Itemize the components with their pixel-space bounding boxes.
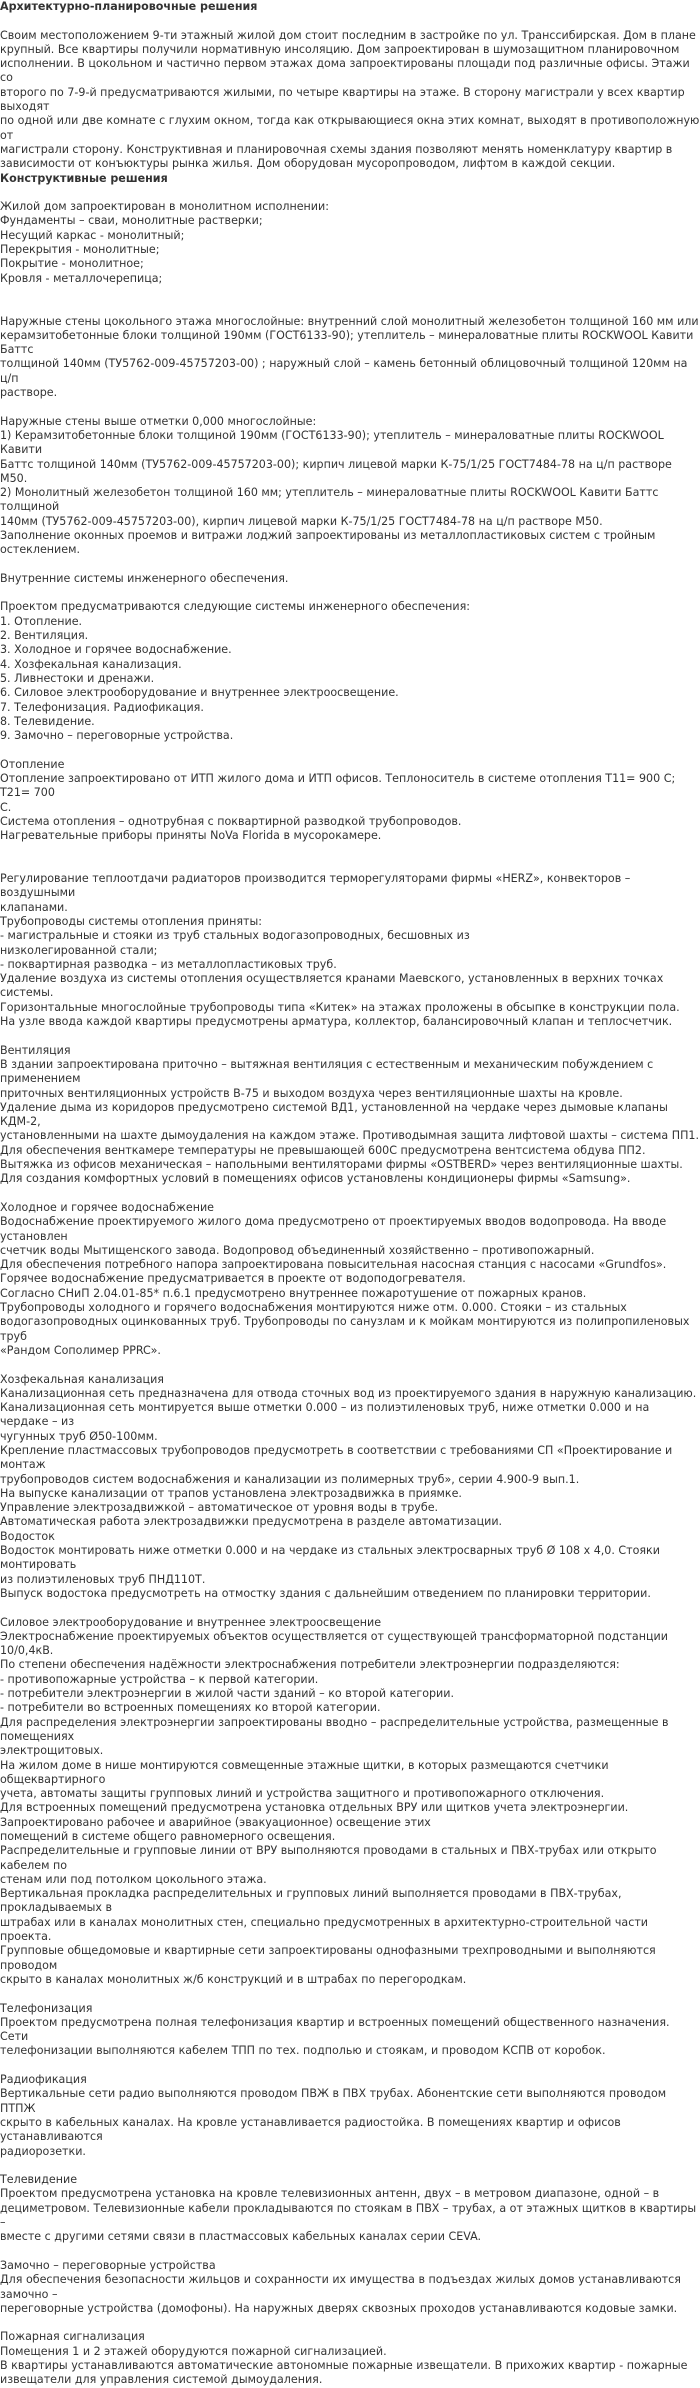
text-line: счетчик воды Мытищенского завода. Водопровод объединенный хозяйственно – противопожарный. (0, 1243, 595, 1257)
text-line: толщиной 140мм (ТУ5762-009-45757203-00) ; наружный слой – камень бетонный облицовочный толщиной 120мм на ц/п (0, 357, 692, 385)
blank-line (0, 2159, 700, 2173)
text-line: скрыто в каналах монолитных ж/б конструкций и в штрабах по перегородкам. (0, 1972, 467, 1986)
text-line: Проектом предусматриваются следующие системы инженерного обеспечения: (0, 600, 471, 614)
text-line: трубопроводов систем водоснабжения и канализации из полимерных труб», серии 4.900-9 вып.1. (0, 1472, 580, 1486)
text-line: водогазопроводных оцинкованных труб. Трубопроводы по санузлам и к мойкам монтируются из полипропиленовых труб (0, 1315, 693, 1343)
text-line: Согласно СНиП 2.04.01-85* п.6.1 предусмотрено внутреннее пожаротушение от пожарных кранов. (0, 1286, 587, 1300)
text-line: «Рандом Сополимер PPRC». (0, 1343, 161, 1357)
text-line: 4. Хозфекальная канализация. (0, 657, 182, 671)
text-line: С. (0, 800, 12, 814)
text-line: стенам или под потолком цокольного этажа. (0, 1872, 267, 1886)
text-line: Вытяжка из офисов механическая – напольными вентиляторами фирмы «OSTBERD» через вентиляционные шахты. (0, 1158, 683, 1172)
text-line: Вентиляция (0, 1043, 71, 1057)
text-line: Своим местоположением 9-ти этажный жилой дом стоит последним в застройке по ул. Транссибирская. Дом в плане (0, 28, 696, 42)
text-line: Наружные стены цокольного этажа многослойные: внутренний слой монолитный железобетон толщиной 160 мм или (0, 314, 699, 328)
text-line: Трубопроводы холодного и горячего водоснабжения монтируются ниже отм. 0.000. Стояки – из стальных (0, 1301, 627, 1315)
section-heading: Конструктивные решения (0, 171, 168, 185)
text-line: Электроснабжение проектируемых объектов осуществляется от существующей трансформаторной подстанции 10/0,4кВ. (0, 1629, 672, 1658)
blank-line (0, 286, 700, 300)
text-line: Наружные стены выше отметки 0,000 многослойные: (0, 414, 317, 428)
text-line: Для обеспечения венткамере температуры не превышающей 600С предусмотрена вентсистема обдува ПП2. (0, 1143, 646, 1157)
text-line: Фундаменты – сваи, монолитные растверки; (0, 214, 263, 228)
text-line: электрощитовых. (0, 1744, 104, 1758)
text-line: Групповые общедомовые и квартирные сети запроектированы однофазными трехпроводными и выполняются проводом (0, 1944, 660, 1972)
blank-line (0, 743, 700, 757)
text-line: Заполнение оконных проемов и витражи лоджий запроектированы из металлопластиковых систем с тройным остеклением. (0, 528, 659, 557)
text-line: 6. Силовое электрооборудование и внутреннее электроосвещение. (0, 686, 399, 700)
section-heading: Архитектурно-планировочные решения (0, 0, 258, 13)
text-line: учета, автоматы защиты групповых линий и устройства защитного и противопожарного отключения. (0, 1787, 605, 1801)
blank-line (0, 2245, 700, 2259)
blank-line (0, 1358, 700, 1372)
text-line: На узле ввода каждой квартиры предусмотрены арматура, коллектор, балансировочный клапан и теплосчетчик. (0, 1015, 673, 1029)
text-line: Выпуск водостока предусмотреть на отмостку здания с дальнейшим отведением по планировки территории. (0, 1586, 651, 1600)
text-line: магистрали сторону. Конструктивная и планировочная схемы здания позволяют менять номенклатуру квартир в (0, 142, 673, 156)
text-line: Водосток монтировать ниже отметки 0.000 и на чердаке из стальных электросварных труб Ø 108 х 4,0. Стояки монтировать (0, 1544, 664, 1572)
text-line: - потребители электроэнергии в жилой части зданий – ко второй категории. (0, 1687, 454, 1701)
text-line: Для создания комфортных условий в помещениях офисов установлены кондиционеры фирмы «Samsung». (0, 1172, 631, 1186)
blank-line (0, 2316, 700, 2330)
text-line: Проектом предусмотрена полная телефонизация квартир и встроенных помещений общественного назначения. Сети (0, 2015, 674, 2044)
text-line: На жилом доме в нише монтируются совмещенные этажные щитки, в которых размещаются счетчики общеквартирного (0, 1758, 613, 1786)
text-line: 140мм (ТУ5762-009-45757203-00), кирпич лицевой марки К-75/1/25 ГОСТ7484-78 на ц/п растворе М50. (0, 514, 603, 528)
text-line: установленными на шахте дымоудаления на каждом этаже. Противодымная защита лифтовой шахты – система ПП1. (0, 1129, 699, 1143)
text-line: Отопление (0, 757, 65, 771)
text-line: Вертикальные сети радио выполняются проводом ПВЖ в ПВХ трубах. Абонентские сети выполняются проводом ПТПЖ (0, 2087, 670, 2115)
text-line: Баттс толщиной 140мм (ТУ5762-009-45757203-00); кирпич лицевой марки К-75/1/25 ГОСТ7484-78 на ц/п растворе М50. (0, 457, 676, 485)
text-line: 2) Монолитный железобетон толщиной 160 мм; утеплитель – минераловатные плиты ROCKWOOL Кавити Баттс толщиной (0, 486, 662, 514)
text-line: Управление электрозадвижкой – автоматическое от уровня воды в трубе. (0, 1501, 439, 1515)
text-line: - потребители во встроенных помещениях ко второй категории. (0, 1701, 381, 1715)
text-line: Отопление запроектировано от ИТП жилого дома и ИТП офисов. Теплоноситель в системе отопления Т11= 900 С; Т21= 700 (0, 772, 679, 800)
text-line: Автоматическая работа электрозадвижки предусмотрена в разделе автоматизации. (0, 1515, 503, 1529)
text-line: Помещения 1 и 2 этажей оборудуются пожарной сигнализацией. (0, 2344, 387, 2358)
text-line: Система отопления – однотрубная с поквартирной разводкой трубопроводов. (0, 814, 462, 828)
text-line: телефонизации выполняются кабелем ТПП по тех. подполью и стоякам, и проводом КСПВ от коробок. (0, 2044, 606, 2058)
text-line: 1) Керамзитобетонные блоки толщиной 190мм (ГОСТ6133-90); утеплитель – минераловатные плиты ROCKWOOL Кавити (0, 428, 668, 457)
text-line: растворе. (0, 386, 58, 400)
text-line: вместе с другими сетями связи в пластмассовых кабельных каналах серии CEVA. (0, 2230, 482, 2244)
text-line: из полиэтиленовых труб ПНД110Т. (0, 1572, 206, 1586)
text-line: приточных вентиляционных устройств В-75 и выходом воздуха через вентиляционные шахты на кровле. (0, 1086, 623, 1100)
text-line: Вертикальная прокладка распределительных и групповых линий выполняется проводами в ПВХ-трубах, прокладываемых в (0, 1887, 626, 1915)
text-line: Хозфекальная канализация (0, 1372, 164, 1386)
text-line: переговорные устройства (домофоны). На наружных дверях сквозных проходов устанавливаются кодовые замки. (0, 2301, 678, 2315)
text-line: Телефонизация (0, 2001, 93, 2015)
text-line: Замочно – переговорные устройства (0, 2258, 216, 2272)
text-line: Удаление воздуха из системы отопления осуществляется кранами Маевского, установленных в верхних точках системы. (0, 972, 667, 1000)
blank-line (0, 1187, 700, 1201)
blank-line (0, 300, 700, 314)
text-line: Водоснабжение проектируемого жилого дома предусмотрено от проектируемых вводов водопровода. На вводе установлен (0, 1215, 670, 1243)
text-line: дециметровом. Телевизионные кабели прокладываются по стоякам в ПВХ – трубах, а от этажных щитков в квартиры – (0, 2201, 700, 2230)
text-line: второго по 7-9-й предусматриваются жилыми, по четыре квартиры на этаже. В сторону магистрали у всех квартир выходят (0, 85, 689, 114)
text-line: 5. Ливнестоки и дренажи. (0, 671, 155, 685)
text-line: По степени обеспечения надёжности электроснабжения потребители электроэнергии подразделяются: (0, 1658, 620, 1672)
blank-line (0, 1987, 700, 2001)
text-line: Телевидение (0, 2173, 78, 2187)
blank-line (0, 186, 700, 200)
text-line: штрабах или в каналах монолитных стен, специально предусмотренных в архитектурно-строительной части проекта. (0, 1915, 652, 1944)
text-line: Несущий каркас - монолитный; (0, 228, 185, 242)
text-line: по одной или две комнате с глухим окном, тогда как открывающиеся окна этих комнат, выходят в противоположную от (0, 114, 700, 142)
text-line: 8. Телевидение. (0, 714, 95, 728)
text-line: Горизонтальные многослойные трубопроводы типа «Китек» на этажах проложены в обсыпке в конструкции пола. (0, 1000, 680, 1014)
text-line: Запроектировано рабочее и аварийное (эвакуационное) освещение этих (0, 1815, 431, 1829)
blank-line (0, 558, 700, 572)
text-line: 1. Отопление. (0, 614, 83, 628)
blank-line (0, 858, 700, 872)
text-line: Канализационная сеть монтируется выше отметки 0.000 – из полиэтиленовых труб, ниже отметки 0.000 и на чердаке – из (0, 1401, 653, 1429)
text-line: крупный. Все квартиры получили нормативную инсоляцию. Дом запроектирован в шумозащитном планировочном (0, 42, 680, 56)
text-line: Покрытие - монолитное; (0, 257, 144, 271)
text-line: Регулирование теплоотдачи радиаторов производится терморегуляторами фирмы «HERZ», конвекторов – воздушными (0, 872, 634, 900)
text-line: Силовое электрооборудование и внутреннее электроосвещение (0, 1615, 382, 1629)
text-line: клапанами. (0, 900, 68, 914)
text-line: низколегированной стали; (0, 943, 158, 957)
blank-line (0, 586, 700, 600)
text-line: В здании запроектирована приточно – вытяжная вентиляция с естественным и механическим побуждением с применением (0, 1057, 657, 1086)
text-line: Перекрытия - монолитные; (0, 243, 160, 257)
text-line: Проектом предусмотрена установка на кровле телевизионных антенн, двух – в метровом диапазоне, одной – в (0, 2187, 660, 2201)
text-line: Для обеспечения потребного напора запроектирована повысительная насосная станция с насосами «Grundfos». (0, 1258, 667, 1272)
text-line: Удаление дыма из коридоров предусмотрено системой ВД1, установленной на чердаке через дымовые клапаны КДМ-2, (0, 1100, 672, 1129)
text-line: помещений в системе общего равномерного освещения. (0, 1830, 336, 1843)
text-line: - поквартирная разводка – из металлопластиковых труб. (0, 957, 337, 971)
text-line: Жилой дом запроектирован в монолитном исполнении: (0, 200, 329, 214)
text-line: зависимости от конъюктуры рынка жилья. Дом оборудован мусоропроводом, лифтом в каждой секции. (0, 157, 616, 171)
text-line: извещатели для управления системой дымоудаления. (0, 2373, 323, 2387)
blank-line (0, 1029, 700, 1043)
text-line: На выпуске канализации от трапов установлена электрозадвижка в приямке. (0, 1486, 462, 1500)
text-line: керамзитобетонные блоки толщиной 190мм (ГОСТ6133-90); утеплитель – минераловатные плиты ROCKWOOL Кавити Баттс (0, 328, 697, 357)
blank-line (0, 2059, 700, 2073)
text-line: Нагревательные приборы приняты NoVa Florida в мусорокамере. (0, 829, 382, 843)
text-line: Канализационная сеть предназначена для отвода сточных вод из проектируемого здания в наружную канализацию. (0, 1386, 697, 1400)
text-line: Горячее водоснабжение предусматривается в проекте от водоподогревателя. (0, 1272, 466, 1286)
text-line: Холодное и горячее водоснабжение (0, 1200, 215, 1214)
text-line: 3. Холодное и горячее водоснабжение. (0, 643, 232, 657)
text-line: Распределительные и групповые линии от ВРУ выполняются проводами в стальных и ПВХ-трубах или открыто кабелем по (0, 1844, 661, 1872)
blank-line (0, 14, 700, 28)
text-line: Для распределения электроэнергии запроектированы вводно – распределительные устройства, размещенные в помещениях (0, 1715, 673, 1743)
blank-line (0, 400, 700, 414)
text-line: 7. Телефонизация. Радиофикация. (0, 700, 204, 714)
text-line: - магистральные и стояки из труб стальных водогазопроводных, бесшовных из (0, 929, 470, 943)
text-line: Внутренние системы инженерного обеспечения. (0, 571, 289, 585)
text-line: В квартиры устанавливаются автоматические автономные пожарные извещатели. В прихожих квартир - пожарные (0, 2358, 688, 2372)
text-line: 2. Вентиляция. (0, 629, 89, 643)
text-line: Трубопроводы системы отопления приняты: (0, 915, 262, 928)
text-line: 9. Замочно – переговорные устройства. (0, 729, 234, 743)
blank-line (0, 1601, 700, 1615)
text-line: исполнении. В цокольном и частично первом этажах дома запроектированы площади под различные офисы. Этажи со (0, 57, 694, 85)
text-line: Для обеспечения безопасности жильцов и сохранности их имущества в подъездах жилых домов устанавливаются замочно – (0, 2273, 685, 2301)
blank-line (0, 844, 700, 858)
text-line: Пожарная сигнализация (0, 2330, 145, 2344)
text-line: Водосток (0, 1529, 55, 1543)
text-line: чугунных труб Ø50-100мм. (0, 1429, 158, 1443)
text-line: - противопожарные устройства – к первой категории. (0, 1672, 319, 1686)
text-line: Радиофикация (0, 2073, 87, 2087)
text-line: радиорозетки. (0, 2144, 86, 2158)
text-line: Для встроенных помещений предусмотрена установка отдельных ВРУ или щитков учета электроэнергии. (0, 1801, 629, 1815)
text-line: Крепление пластмассовых трубопроводов предусмотреть в соответствии с требованиями СП «Проектирование и монтаж (0, 1443, 676, 1472)
text-line: скрыто в кабельных каналах. На кровле устанавливается радиостойка. В помещениях квартир и офисов устанавливаются (0, 2115, 625, 2144)
text-line: Кровля - металлочерепица; (0, 271, 163, 285)
